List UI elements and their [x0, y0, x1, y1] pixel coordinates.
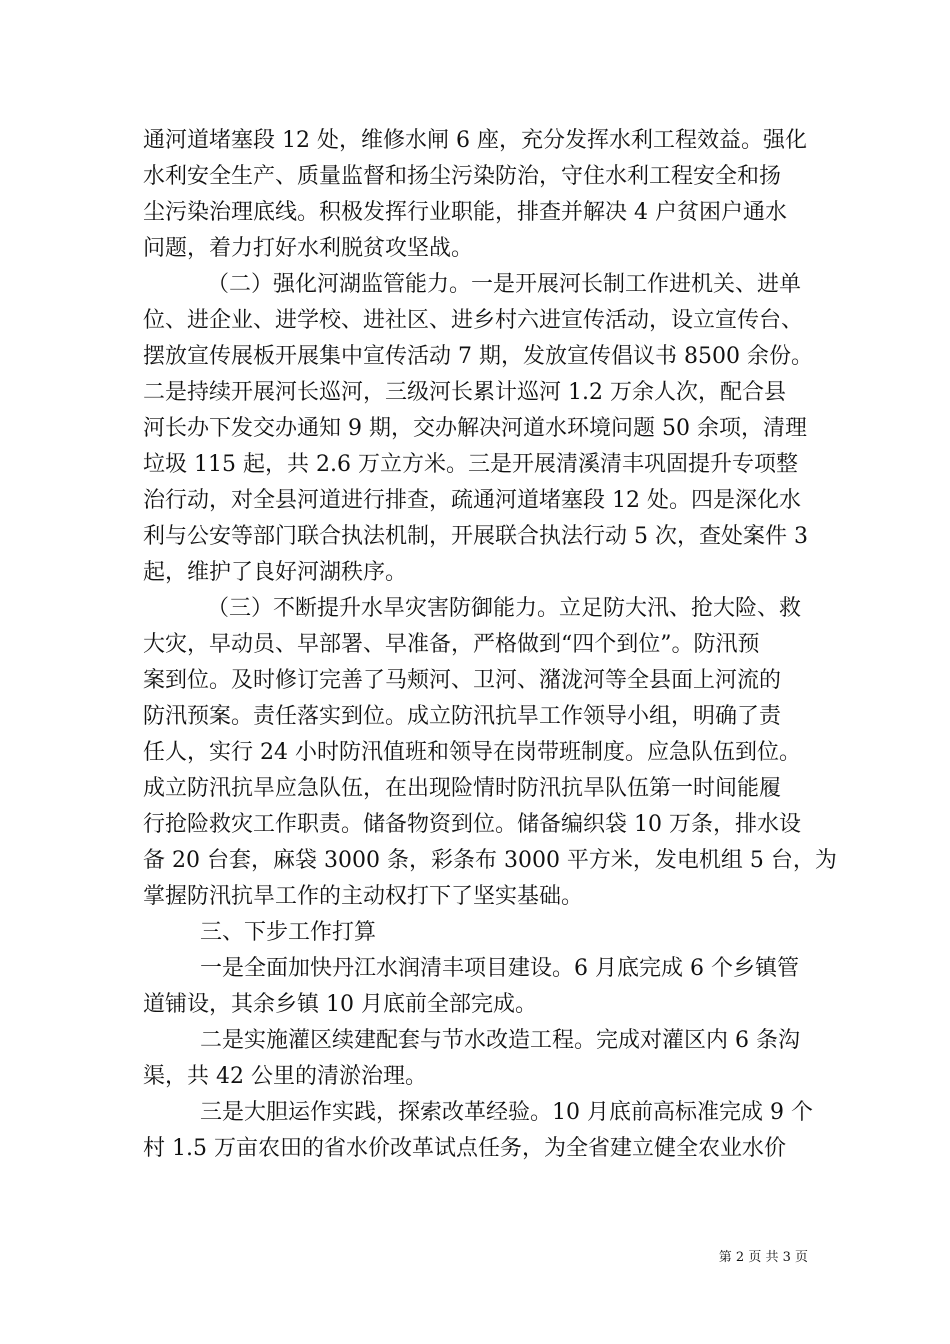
text-line: 成立防汛抗旱应急队伍，在出现险情时防汛抗旱队伍第一时间能履	[143, 776, 782, 801]
text-line: 防汛预案。责任落实到位。成立防汛抗旱工作领导小组，明确了责	[143, 704, 782, 729]
text-line: 通河道堵塞段 12 处，维修水闸 6 座，充分发挥水利工程效益。强化	[143, 128, 807, 153]
text-line: 掌握防汛抗旱工作的主动权打下了坚实基础。	[143, 884, 584, 909]
text-line: （二）强化河湖监管能力。一是开展河长制工作进机关、进单	[207, 272, 802, 297]
text-line: 水利安全生产、质量监督和扬尘污染防治，守住水利工程安全和扬	[143, 164, 782, 189]
text-line: 二是实施灌区续建配套与节水改造工程。完成对灌区内 6 条沟	[200, 1028, 800, 1053]
text-line: 问题，着力打好水利脱贫攻坚战。	[143, 236, 474, 261]
text-line: 一是全面加快丹江水润清丰项目建设。6 月底完成 6 个乡镇管	[200, 956, 799, 981]
text-line: 尘污染治理底线。积极发挥行业职能，排查并解决 4 户贫困户通水	[143, 200, 787, 225]
text-line: 利与公安等部门联合执法机制，开展联合执法行动 5 次，查处案件 3	[143, 524, 808, 549]
text-line: 河长办下发交办通知 9 期，交办解决河道水环境问题 50 余项，清理	[143, 416, 807, 441]
text-line: 大灾，早动员、早部署、早准备，严格做到“四个到位”。防汛预	[143, 632, 760, 657]
text-line: 二是持续开展河长巡河，三级河长累计巡河 1.2 万余人次，配合县	[143, 380, 786, 405]
text-line: 行抢险救灾工作职责。储备物资到位。储备编织袋 10 万条，排水设	[143, 812, 801, 837]
text-line: 三是大胆运作实践，探索改革经验。10 月底前高标准完成 9 个	[200, 1100, 813, 1125]
text-line: 位、进企业、进学校、进社区、进乡村六进宣传活动，设立宣传台、	[143, 308, 804, 333]
text-line: 备 20 台套，麻袋 3000 条，彩条布 3000 平方米，发电机组 5 台，为	[143, 848, 837, 873]
text-line: 案到位。及时修订完善了马颊河、卫河、潴泷河等全县面上河流的	[143, 668, 782, 693]
text-line: 垃圾 115 起，共 2.6 万立方米。三是开展清溪清丰巩固提升专项整	[143, 452, 798, 477]
section-heading: 三、下步工作打算	[200, 920, 377, 945]
text-line: 摆放宣传展板开展集中宣传活动 7 期，发放宣传倡议书 8500 余份。	[143, 344, 813, 369]
text-line: 起，维护了良好河湖秩序。	[143, 560, 408, 585]
text-line: （三）不断提升水旱灾害防御能力。立足防大汛、抢大险、救	[207, 596, 802, 621]
text-line: 渠，共 42 公里的清淤治理。	[143, 1064, 427, 1089]
text-line: 村 1.5 万亩农田的省水价改革试点任务，为全省建立健全农业水价	[143, 1136, 786, 1161]
text-line: 道铺设，其余乡镇 10 月底前全部完成。	[143, 992, 537, 1017]
text-line: 治行动，对全县河道进行排查，疏通河道堵塞段 12 处。四是深化水	[143, 488, 801, 513]
page-number-footer: 第 2 页 共 3 页	[718, 1250, 808, 1265]
text-line: 任人，实行 24 小时防汛值班和领导在岗带班制度。应急队伍到位。	[143, 740, 801, 765]
